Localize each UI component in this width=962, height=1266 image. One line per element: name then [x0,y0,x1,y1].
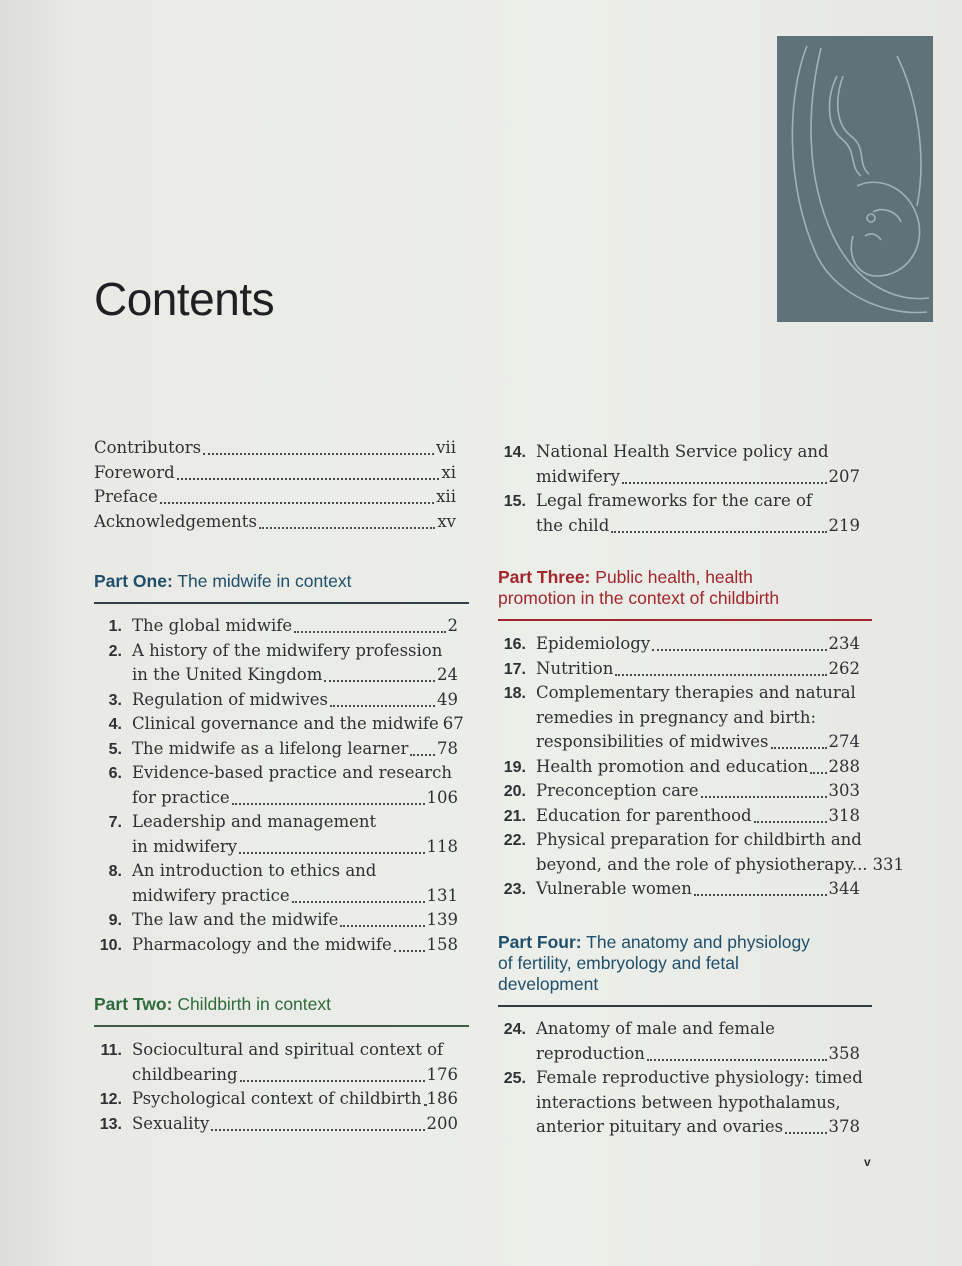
toc-entry-title: Foreword [94,462,175,482]
toc-entry-title: Acknowledgements [94,511,257,531]
part-title-line3: development [498,974,599,994]
chapter-page: 318 [828,805,860,825]
chapter-entry-8-cont[interactable] [94,884,458,909]
chapter-entry-11[interactable] [94,1038,458,1063]
part-three-heading [498,567,872,615]
toc-entry-title: Preface [94,487,158,506]
chapter-number: 21. [503,807,526,825]
chapter-entry-11-cont[interactable] [94,1063,458,1088]
chapter-title-line2: for practice [132,787,230,807]
part-divider [498,619,872,621]
chapter-title-line3: anterior pituitary and ovaries [536,1117,784,1136]
chapter-page: 158 [426,934,458,954]
chapter-entry-7-cont[interactable] [94,835,458,860]
chapter-number: 18. [503,685,526,702]
chapter-page: 176 [426,1064,458,1084]
chapter-page: 186 [426,1089,458,1108]
chapter-page: 67 [442,714,464,733]
chapter-number: 4. [108,716,122,733]
leader-dots [615,674,826,676]
leader-dots [259,527,435,529]
chapter-title: The midwife as a lifelong learner [132,738,409,758]
chapter-title-line2: beyond, and the role of physiotherapy... [536,854,868,874]
chapter-page: 200 [426,1113,458,1133]
chapter-page: 288 [828,756,860,776]
chapter-title-line2: the child [536,515,610,535]
part-four-section [498,932,872,1007]
chapter-number: 24. [503,1021,526,1038]
leader-dots [211,1129,424,1131]
chapter-title: Regulation of midwives [132,689,328,709]
leader-dots [239,852,424,854]
part-label: Part Two: [94,994,173,1014]
chapter-number: 15. [503,493,526,510]
chapter-page: 274 [828,732,860,751]
toc-entry-page: vii [436,438,456,457]
leader-dots [410,754,435,756]
leader-dots [232,803,425,805]
part-label: Part Four: [498,932,582,952]
part-one-heading [94,571,469,598]
toc-entry-acknowledgements[interactable] [94,510,456,535]
part-four-chapter-list [498,1017,863,1140]
chapter-entry-25-cont[interactable] [498,1091,860,1116]
chapter-title: Preconception care [536,781,699,800]
chapter-entry-7[interactable] [94,810,458,835]
chapter-entry-1[interactable] [94,614,458,639]
chapter-number: 13. [99,1115,122,1133]
leader-dots [810,772,826,774]
chapter-page: 24 [437,665,458,684]
chapter-title: Nutrition [536,658,614,678]
chapter-number: 5. [108,740,122,758]
toc-entry-preface[interactable] [94,485,456,510]
part-title: The anatomy and physiology [586,932,810,952]
leader-dots [754,821,827,823]
chapter-entry-19[interactable] [498,755,860,780]
chapter-title: Female reproductive physiology: timed [536,1068,863,1087]
chapter-number: 19. [503,758,526,776]
chapter-title: Sexuality [132,1113,210,1133]
chapter-title: Leadership and management [132,812,377,831]
chapter-title-line3: responsibilities of midwives [536,732,769,751]
chapter-entry-17[interactable] [498,657,860,682]
part-title: Public health, health [595,567,753,587]
chapter-title-line2: in midwifery [132,836,238,856]
chapter-page: 139 [426,910,458,929]
front-matter-list [94,436,456,534]
part-title-line2: of fertility, embryology and fetal [498,953,739,973]
leader-dots [177,478,440,480]
chapter-number: 22. [503,832,526,849]
chapter-title: Complementary therapies and natural [536,683,856,702]
part-two-heading [94,994,469,1021]
chapter-title: Physical preparation for childbirth and [536,830,862,849]
chapter-entry-8[interactable] [94,859,458,884]
leader-dots [340,925,424,927]
leader-dots [292,901,425,903]
chapter-title-line2: midwifery [536,466,620,486]
chapter-entry-16[interactable] [498,632,860,657]
part-three-section [498,567,872,621]
chapter-entry-15[interactable] [498,489,860,514]
chapter-number: 17. [503,660,526,678]
leader-dots [203,453,434,455]
chapter-title-line2: remedies in pregnancy and birth: [536,707,817,727]
leader-dots [294,631,445,633]
fetus-illustration-image [777,36,933,322]
part-divider [94,602,469,604]
toc-entry-foreword[interactable] [94,461,456,486]
part-title: The midwife in context [177,571,352,591]
chapter-page: 106 [426,787,458,807]
chapter-page: 344 [828,879,860,898]
chapter-number: 16. [503,636,526,653]
part-one-chapter-list [94,614,464,957]
chapter-entry-12[interactable] [94,1087,458,1112]
chapter-title-line2: childbearing [132,1064,238,1084]
leader-dots [647,1059,827,1061]
chapter-title: Epidemiology [536,634,651,653]
chapter-title: National Health Service policy and [536,442,829,461]
chapter-number: 6. [108,765,122,782]
chapter-title: A history of the midwifery profession [132,640,443,660]
part-divider [498,1005,872,1007]
chapter-entry-22[interactable] [498,828,860,853]
chapter-page: 262 [828,658,860,678]
part-one-section [94,571,469,604]
chapter-title-line2: in the United Kingdom [132,665,323,684]
chapter-number: 11. [100,1042,122,1059]
chapter-title: Evidence-based practice and research [132,763,453,782]
chapter-number: 12. [99,1091,122,1108]
chapter-entry-24[interactable] [498,1017,860,1042]
chapter-page: 2 [447,616,458,635]
chapter-entry-23[interactable] [498,877,860,902]
leader-dots [394,950,425,952]
chapter-entry-21[interactable] [498,804,860,829]
leader-dots [785,1132,826,1134]
chapter-page: 378 [828,1117,860,1136]
chapter-title: Sociocultural and spiritual context of [132,1040,444,1059]
leader-dots [324,680,435,682]
toc-entry-page: xi [441,462,456,482]
chapter-number: 3. [108,691,122,709]
chapter-page: 331 [872,854,905,874]
leader-dots [424,1104,425,1106]
part-three-chapter-list [498,632,905,902]
chapter-title: Pharmacology and the midwife [132,934,392,954]
leader-dots [694,894,827,896]
part-title: Childbirth in context [177,994,332,1014]
chapter-entry-18-cont2[interactable] [498,730,860,755]
chapter-entry-25-cont2[interactable] [498,1115,860,1140]
chapter-entry-10[interactable] [94,933,458,958]
leader-dots [160,502,434,504]
toc-entry-page: xv [437,511,456,531]
toc-entry-contributors[interactable] [94,436,456,461]
chapter-entry-24-cont[interactable] [498,1042,860,1067]
chapter-entry-13[interactable] [94,1112,458,1137]
chapter-page: 358 [828,1043,860,1063]
chapter-number: 25. [503,1070,526,1087]
chapter-entry-22-cont[interactable] [498,853,905,878]
chapter-number: 10. [99,936,122,954]
chapter-title: Health promotion and education [536,756,809,776]
chapter-title-line2: interactions between hypothalamus, [536,1092,841,1112]
chapter-title-line2: reproduction [536,1043,645,1063]
chapter-number: 7. [108,814,122,831]
part-two-continued-list [498,440,860,538]
chapter-number: 9. [108,912,122,929]
leader-dots [652,649,826,651]
toc-entry-page: xii [436,487,456,506]
chapter-number: 14. [503,444,526,461]
chapter-entry-2[interactable] [94,639,458,664]
part-two-chapter-list [94,1038,458,1136]
chapter-entry-14-cont[interactable] [498,465,860,490]
chapter-title: An introduction to ethics and [132,861,377,880]
part-label: Part Three: [498,567,591,587]
chapter-page: 78 [437,738,458,758]
chapter-title: Psychological context of childbirth [132,1089,422,1108]
chapter-entry-6-cont[interactable] [94,786,458,811]
leader-dots [622,482,827,484]
chapter-entry-6[interactable] [94,761,458,786]
chapter-entry-9[interactable] [94,908,458,933]
chapter-title: Vulnerable women [536,879,692,898]
chapter-page: 219 [828,515,860,535]
leader-dots [240,1080,425,1082]
leader-dots [701,796,827,798]
chapter-number: 23. [503,881,526,898]
chapter-number: 20. [503,783,526,800]
part-divider [94,1025,469,1027]
chapter-entry-18[interactable] [498,681,860,706]
part-title-line2: promotion in the context of childbirth [498,588,780,608]
chapter-page: 207 [828,466,860,486]
chapter-entry-4[interactable] [94,712,464,737]
part-label: Part One: [94,571,173,591]
chapter-page: 234 [828,634,860,653]
chapter-page: 303 [828,781,860,800]
page-title: Contents [94,273,275,325]
part-two-section [94,994,469,1027]
chapter-entry-18-cont[interactable] [498,706,860,731]
chapter-entry-15-cont[interactable] [498,514,860,539]
chapter-number: 2. [108,642,122,660]
chapter-title: Anatomy of male and female [536,1019,775,1038]
chapter-page: 118 [426,836,458,856]
page-number: v [864,1155,871,1169]
chapter-number: 8. [108,863,122,880]
chapter-title: Clinical governance and the midwife [132,714,439,733]
chapter-entry-25[interactable] [498,1066,863,1091]
chapter-title: Education for parenthood [536,805,752,825]
leader-dots [611,531,826,533]
chapter-entry-3[interactable] [94,688,458,713]
chapter-title: The global midwife [132,616,293,635]
chapter-title: Legal frameworks for the care of [536,491,812,510]
chapter-page: 131 [426,885,458,905]
leader-dots [771,747,827,749]
toc-entry-title: Contributors [94,438,202,457]
chapter-number: 1. [108,618,122,635]
chapter-entry-14[interactable] [498,440,860,465]
leader-dots [330,705,435,707]
chapter-page: 49 [437,689,458,709]
chapter-entry-20[interactable] [498,779,860,804]
chapter-entry-5[interactable] [94,737,458,762]
chapter-title-line2: midwifery practice [132,885,290,905]
chapter-entry-2-cont[interactable] [94,663,458,688]
chapter-title: The law and the midwife [132,910,339,929]
part-four-heading [498,932,872,1001]
